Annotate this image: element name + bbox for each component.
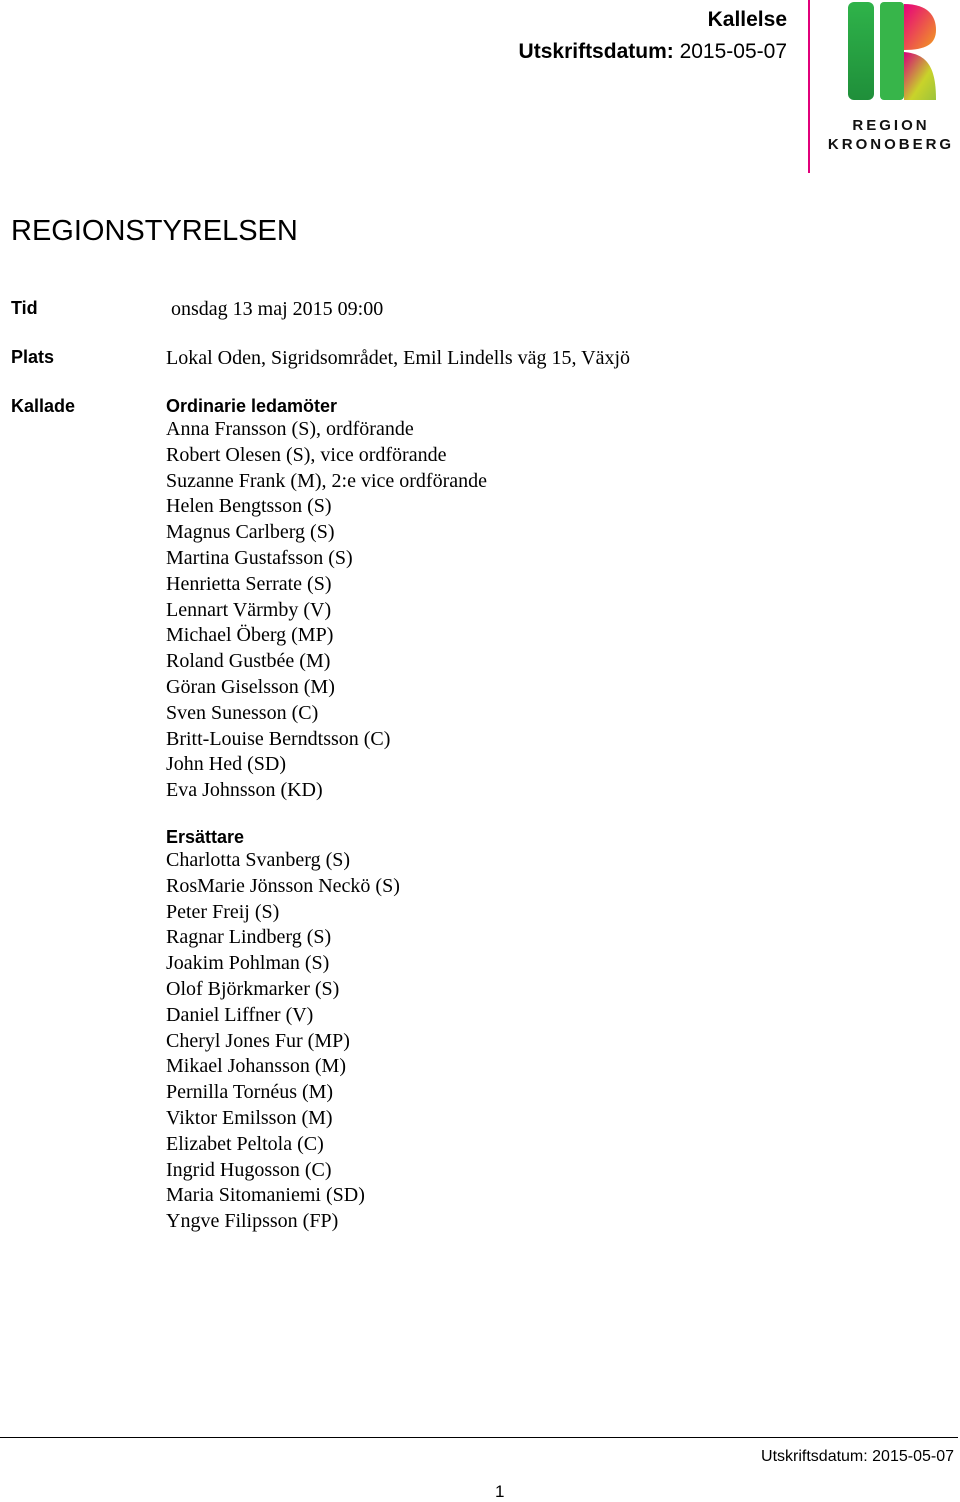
list-item: Sven Sunesson (C) bbox=[166, 701, 319, 724]
header-print-date bbox=[519, 36, 787, 68]
list-item: Michael Öberg (MP) bbox=[166, 624, 334, 647]
list-item: Yngve Filipsson (FP) bbox=[166, 1210, 339, 1233]
list-item: Magnus Carlberg (S) bbox=[166, 521, 335, 544]
ordinarie-heading: Ordinarie ledamöter bbox=[166, 396, 338, 416]
tid-label: Tid bbox=[11, 298, 38, 318]
list-item: Ingrid Hugosson (C) bbox=[166, 1158, 332, 1181]
list-item: Helen Bengtsson (S) bbox=[166, 495, 332, 518]
logo-text bbox=[822, 116, 960, 154]
list-item: Cheryl Jones Fur (MP) bbox=[166, 1029, 350, 1052]
tid-value: onsdag 13 maj 2015 09:00 bbox=[171, 298, 384, 320]
list-item: Daniel Liffner (V) bbox=[166, 1003, 314, 1026]
list-item: Suzanne Frank (M), 2:e vice ordförande bbox=[166, 469, 487, 492]
list-item: Henrietta Serrate (S) bbox=[166, 572, 332, 595]
page-number: 1 bbox=[495, 1482, 505, 1501]
list-item: RosMarie Jönsson Neckö (S) bbox=[166, 874, 400, 897]
ordinarie-section bbox=[166, 395, 487, 804]
logo-text-kronoberg: KRONOBERG bbox=[827, 136, 955, 153]
list-item: Olof Björkmarker (S) bbox=[166, 977, 340, 1000]
list-item: John Hed (SD) bbox=[166, 753, 286, 776]
region-kronoberg-logo-icon bbox=[840, 2, 940, 102]
ordinarie-list bbox=[166, 417, 487, 804]
print-date-value: 2015-05-07 bbox=[679, 40, 787, 63]
ersattare-section bbox=[166, 826, 400, 1235]
list-item: Roland Gustbée (M) bbox=[166, 650, 331, 673]
list-item: Pernilla Tornéus (M) bbox=[166, 1081, 334, 1104]
list-item: Elizabet Peltola (C) bbox=[166, 1132, 324, 1155]
list-item: Maria Sitomaniemi (SD) bbox=[166, 1184, 365, 1207]
header-divider bbox=[808, 0, 810, 173]
print-date-label: Utskriftsdatum: bbox=[518, 40, 674, 63]
list-item: Viktor Emilsson (M) bbox=[166, 1106, 333, 1129]
list-item: Anna Fransson (S), ordförande bbox=[166, 418, 414, 440]
document-type: Kallelse bbox=[707, 8, 787, 31]
footer-print-date: Utskriftsdatum: 2015-05-07 bbox=[761, 1448, 954, 1465]
list-item: Göran Giselsson (M) bbox=[166, 675, 335, 698]
list-item: Mikael Johansson (M) bbox=[166, 1055, 346, 1078]
logo-text-region: REGION bbox=[852, 117, 930, 134]
list-item: Eva Johnsson (KD) bbox=[166, 779, 323, 802]
ersattare-list bbox=[166, 848, 400, 1235]
list-item: Britt-Louise Berndtsson (C) bbox=[166, 727, 391, 750]
document-header bbox=[519, 4, 787, 68]
list-item: Joakim Pohlman (S) bbox=[166, 952, 330, 975]
footer-divider bbox=[0, 1437, 958, 1438]
kallade-label: Kallade bbox=[11, 396, 76, 416]
ersattare-heading: Ersättare bbox=[166, 827, 245, 847]
list-item: Peter Freij (S) bbox=[166, 900, 280, 923]
list-item: Martina Gustafsson (S) bbox=[166, 546, 353, 569]
list-item: Charlotta Svanberg (S) bbox=[166, 849, 351, 871]
plats-value: Lokal Oden, Sigridsområdet, Emil Lindells väg 15, Växjö bbox=[166, 347, 631, 369]
plats-label: Plats bbox=[11, 347, 55, 367]
page-title: REGIONSTYRELSEN bbox=[11, 215, 298, 247]
list-item: Lennart Värmby (V) bbox=[166, 598, 332, 621]
list-item: Robert Olesen (S), vice ordförande bbox=[166, 443, 447, 466]
list-item: Ragnar Lindberg (S) bbox=[166, 926, 332, 949]
